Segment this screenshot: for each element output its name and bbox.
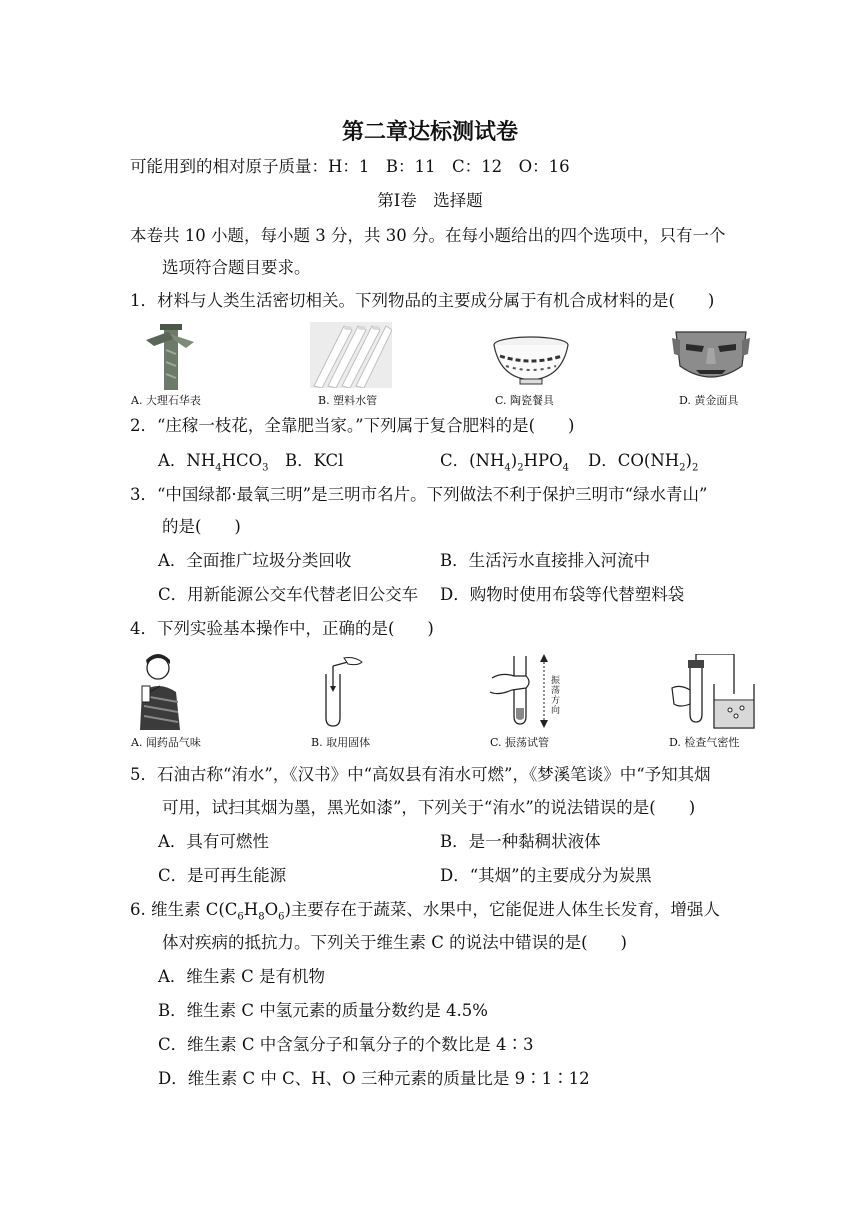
atomic-mass-line: 可能用到的相对原子质量：H：1 B：11 C：12 O：16 xyxy=(130,157,570,176)
q5-option-c: C．是可再生能源 xyxy=(158,866,287,885)
q4-caption-a: A. 闻药品气味 xyxy=(131,736,201,749)
q1-caption-a: A. 大理石华表 xyxy=(131,394,201,407)
section-heading: 第Ⅰ卷 选择题 xyxy=(377,191,483,210)
q6-option-d: D．维生素 C 中 C、H、O 三种元素的质量比是 9∶1∶12 xyxy=(158,1069,590,1088)
q5-option-b: B．是一种黏稠状液体 xyxy=(440,832,601,851)
q3-stem-line-2: 的是( ) xyxy=(162,517,241,536)
smelling-chemicals-image xyxy=(134,652,186,732)
page-title: 第二章达标测试卷 xyxy=(341,120,518,145)
q6-option-a: A．维生素 C 是有机物 xyxy=(158,967,326,986)
q6-option-c: C．维生素 C 中含氢分子和氧分子的个数比是 4∶3 xyxy=(158,1035,534,1054)
plastic-pipes-image xyxy=(310,322,392,388)
q4-caption-d: D. 检查气密性 xyxy=(669,736,740,749)
instructions-line-2: 选项符合题目要求。 xyxy=(162,258,311,277)
q4-caption-b: B. 取用固体 xyxy=(311,736,371,749)
q1-caption-c: C. 陶瓷餐具 xyxy=(495,394,555,407)
q3-option-b: B．生活污水直接排入河流中 xyxy=(440,551,651,570)
airtightness-check-image xyxy=(670,654,756,730)
q1-stem: 1．材料与人类生活密切相关。下列物品的主要成分属于有机合成材料的是( ) xyxy=(130,291,715,310)
q3-option-d: D．购物时使用布袋等代替塑料袋 xyxy=(440,585,685,604)
q5-option-d: D．“其烟”的主要成分为炭黑 xyxy=(440,866,652,885)
q2-option-d: D．$CO(NH_2)_2$ xyxy=(588,451,699,474)
q6-stem-line-1: 6. 维生素 $C(C_6H_8O_6)$主要存在于蔬菜、水果中，它能促进人体生长发育，增强人 xyxy=(130,900,720,923)
q3-option-a: A．全面推广垃圾分类回收 xyxy=(158,551,352,570)
q1-caption-b: B. 塑料水管 xyxy=(318,394,378,407)
q2-option-c: C．$(NH_4)_2HPO_4$ xyxy=(440,451,569,474)
q3-option-c: C．用新能源公交车代替老旧公交车 xyxy=(158,585,419,604)
q2-option-a: A．$NH_4HCO_3$ xyxy=(158,451,269,474)
q5-stem-line-1: 5．石油古称“洧水”，《汉书》中“高奴县有洧水可燃”，《梦溪笔谈》中“予知其烟 xyxy=(130,765,711,784)
q5-option-a: A．具有可燃性 xyxy=(158,832,269,851)
q4-caption-c: C. 振荡试管 xyxy=(490,736,550,749)
instructions-line-1: 本卷共 10 小题，每小题 3 分，共 30 分。在每小题给出的四个选项中，只有一个 xyxy=(130,226,726,245)
gold-mask-image xyxy=(670,326,752,388)
q1-caption-d: D. 黄金面具 xyxy=(679,394,739,407)
q2-option-b: B．KCl xyxy=(285,451,344,470)
q6-stem-line-2: 体对疾病的抵抗力。下列关于维生素 C 的说法中错误的是( ) xyxy=(162,933,627,952)
q4-stem: 4．下列实验基本操作中，正确的是( ) xyxy=(130,619,434,638)
shake-direction-label: 振 荡 方 向 xyxy=(551,676,561,716)
q2-stem: 2．“庄稼一枝花，全靠肥当家。”下列属于复合肥料的是( ) xyxy=(130,416,575,435)
q3-stem-line-1: 3．“中国绿都·最氧三明”是三明市名片。下列做法不利于保护三明市“绿水青山” xyxy=(130,485,708,504)
q6-option-b: B．维生素 C 中氢元素的质量分数约是 4.5% xyxy=(158,1001,488,1020)
q5-stem-line-2: 可用，试扫其烟为墨，黑光如漆”，下列关于“洧水”的说法错误的是( ) xyxy=(162,798,696,817)
solid-sampling-image xyxy=(314,656,370,728)
ceramic-bowl-image xyxy=(492,336,570,386)
marble-column-image xyxy=(140,320,202,392)
